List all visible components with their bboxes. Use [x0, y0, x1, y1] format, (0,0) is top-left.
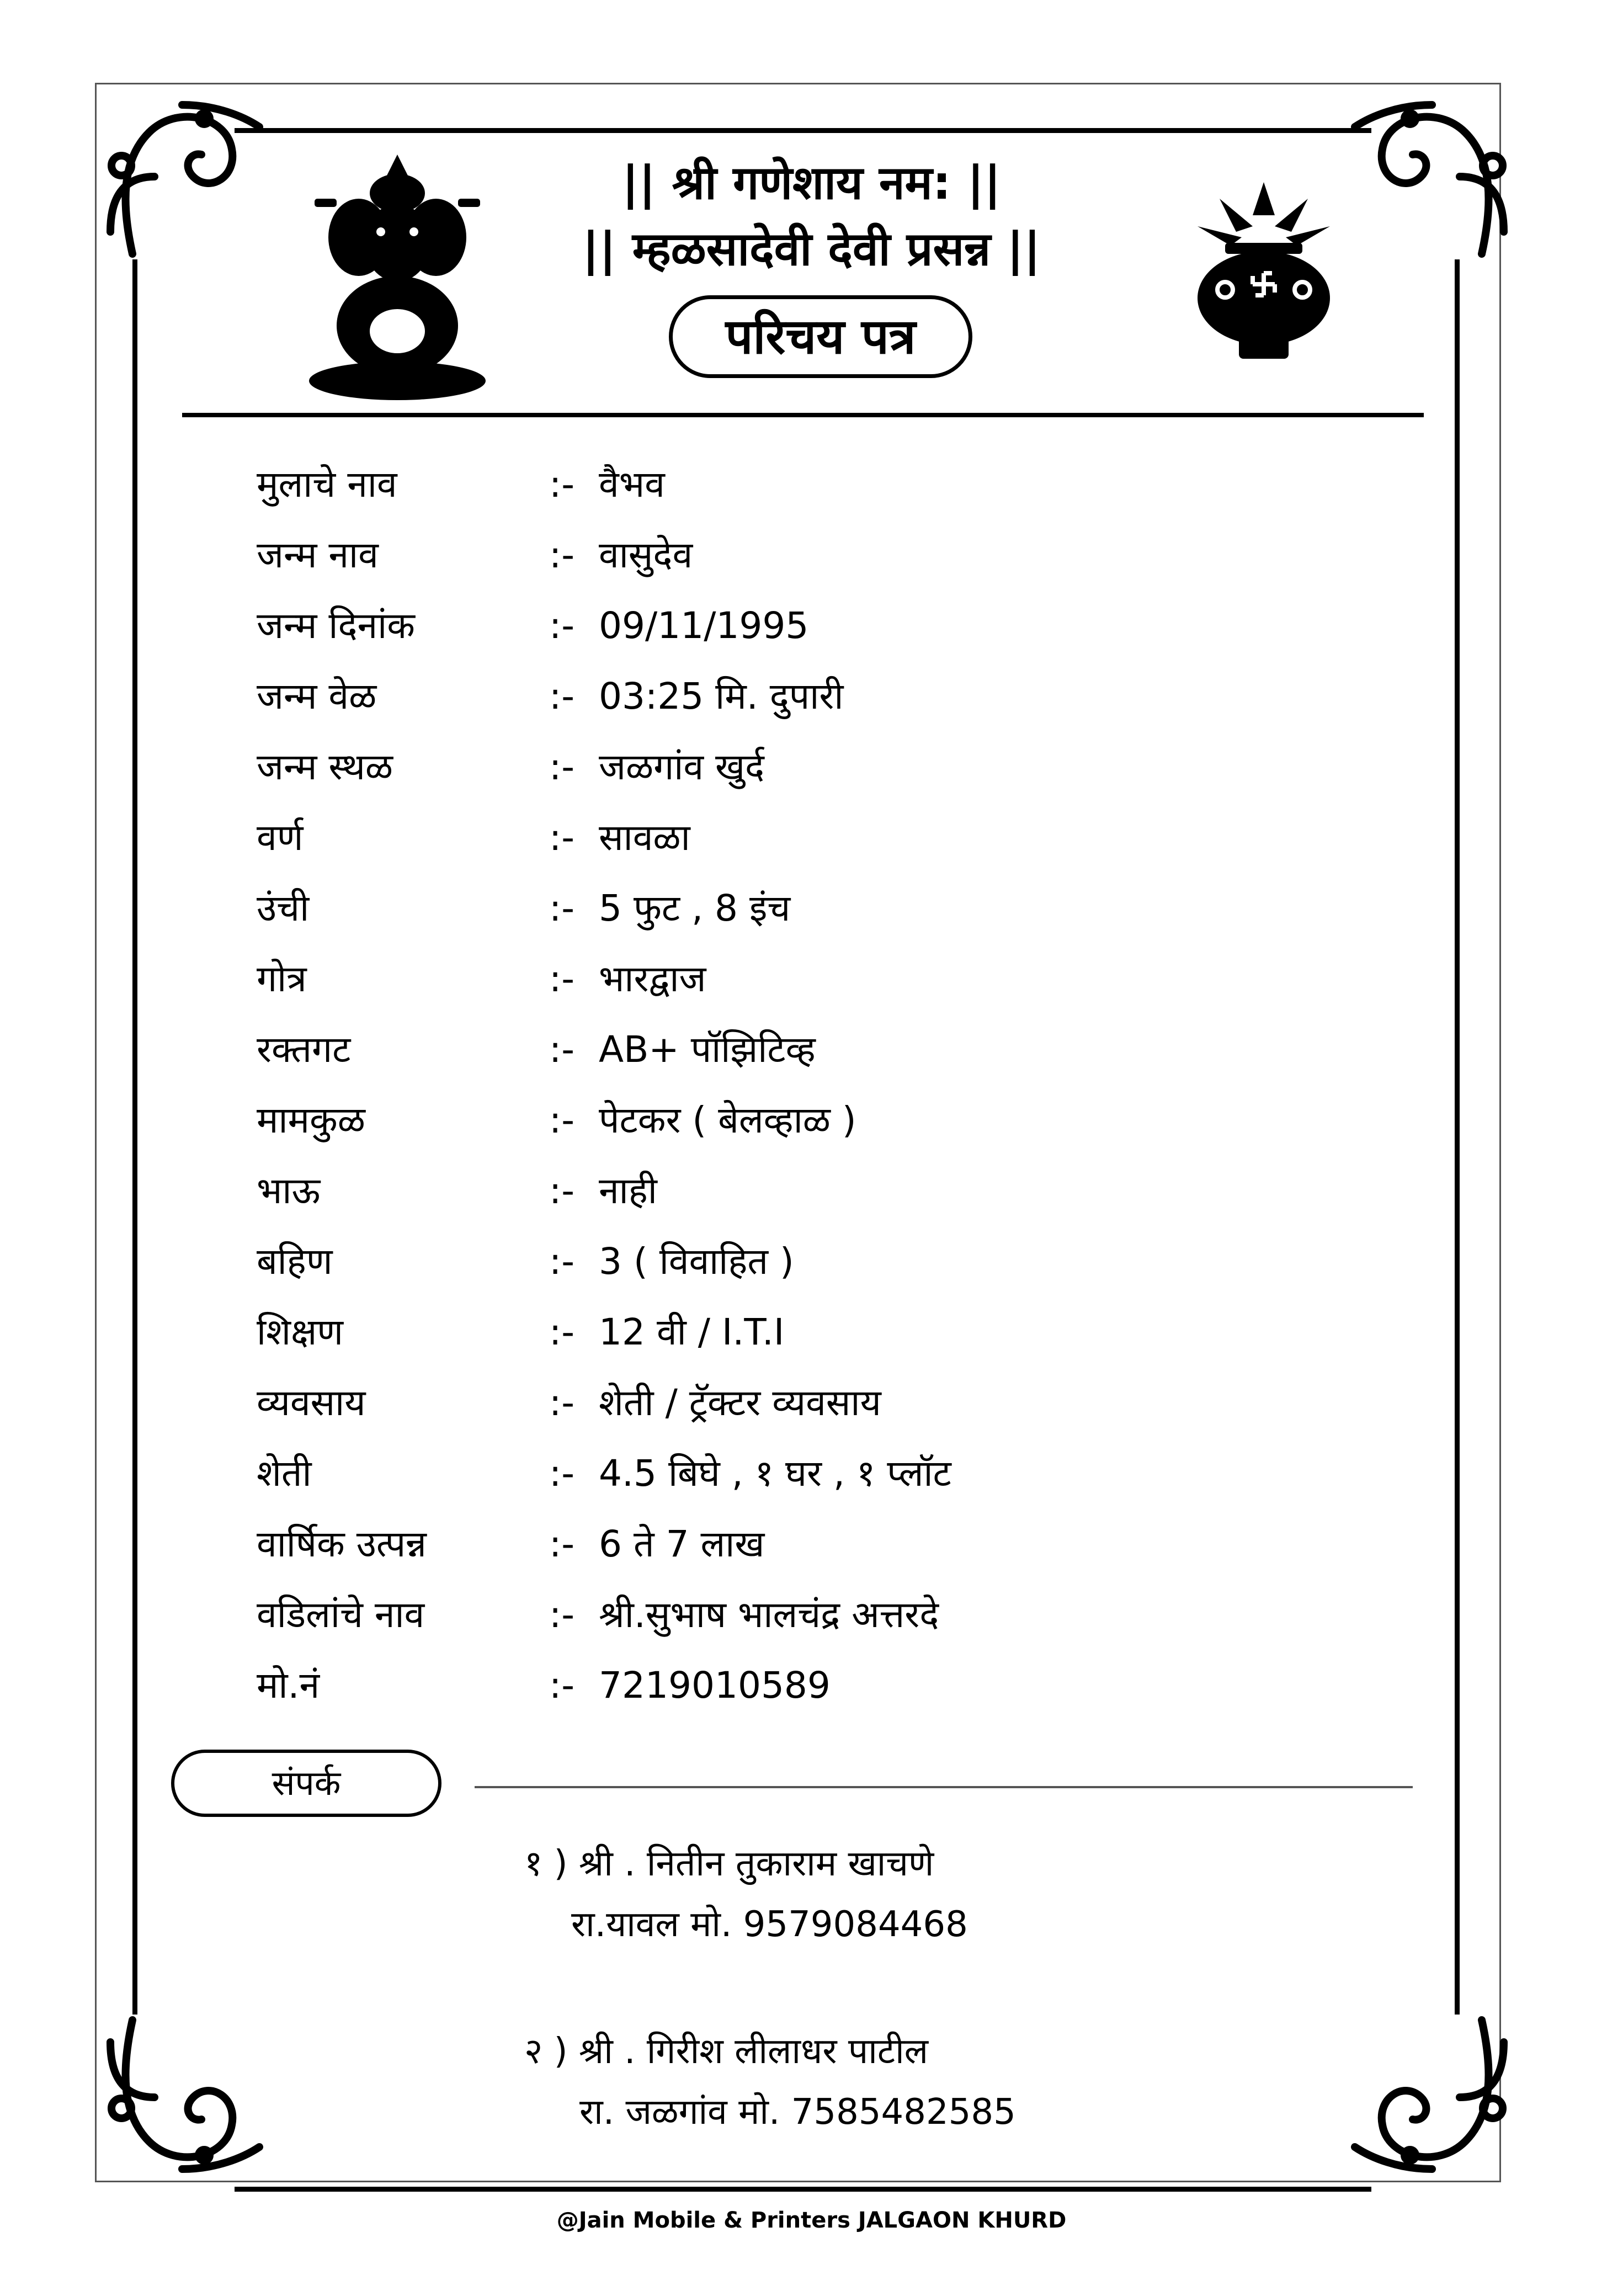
detail-separator: :-: [549, 1028, 575, 1071]
invocation-text: || श्री गणेशाय नम: ||: [622, 156, 1001, 210]
detail-separator: :-: [549, 1381, 575, 1424]
corner-ornament-bottom-right-icon: [1349, 2015, 1515, 2180]
detail-label: मो.नं: [257, 1664, 320, 1707]
detail-label: वार्षिक उत्पन्न: [257, 1523, 427, 1565]
header-divider: [182, 413, 1424, 417]
detail-separator: :-: [549, 534, 575, 576]
detail-separator: :-: [549, 1099, 575, 1141]
detail-label: मुलाचे नाव: [257, 463, 397, 506]
detail-label: मामकुळ: [257, 1099, 365, 1141]
frame-left-line: [132, 259, 137, 2015]
detail-value: नाही: [599, 1170, 657, 1212]
detail-label: वडिलांचे नाव: [257, 1593, 425, 1636]
detail-value: 03:25 मि. दुपारी: [599, 675, 844, 718]
detail-separator: :-: [549, 1170, 575, 1212]
detail-value: 12 वी / I.T.I: [599, 1311, 785, 1353]
contact-2-name: २ ) श्री . गिरीश लीलाधर पाटील: [524, 2031, 929, 2072]
blessing-text: || म्हळसादेवी देवी प्रसन्न ||: [582, 222, 1041, 276]
detail-value: सावळा: [599, 816, 690, 859]
frame-right-line: [1455, 259, 1460, 2015]
detail-label: गोत्र: [257, 958, 307, 1000]
contact-1-details: रा.यावल मो. 9579084468: [571, 1904, 968, 1945]
detail-label: भाऊ: [257, 1170, 321, 1212]
detail-label: रक्तगट: [257, 1028, 351, 1071]
corner-ornament-bottom-left-icon: [99, 2015, 265, 2180]
contact-divider: [475, 1786, 1413, 1788]
detail-separator: :-: [549, 1240, 575, 1283]
detail-label: बहिण: [257, 1240, 333, 1283]
detail-value: श्री.सुभाष भालचंद्र अत्तरदे: [599, 1593, 939, 1636]
detail-separator: :-: [549, 1523, 575, 1565]
detail-separator: :-: [549, 1311, 575, 1353]
detail-label: शिक्षण: [257, 1311, 344, 1353]
detail-separator: :-: [549, 604, 575, 647]
detail-separator: :-: [549, 887, 575, 929]
contact-heading: संपर्क: [171, 1750, 441, 1817]
detail-separator: :-: [549, 746, 575, 788]
detail-separator: :-: [549, 463, 575, 506]
detail-label: जन्म दिनांक: [257, 604, 415, 647]
detail-value: 3 ( विवाहित ): [599, 1240, 794, 1283]
detail-value: भारद्वाज: [599, 958, 706, 1000]
detail-value: 4.5 बिघे , १ घर , १ प्लॉट: [599, 1452, 951, 1495]
detail-value: 7219010589: [599, 1664, 831, 1707]
detail-label: उंची: [257, 887, 310, 929]
detail-label: जन्म वेळ: [257, 675, 377, 718]
detail-value: पेटकर ( बेलव्हाळ ): [599, 1099, 856, 1141]
contact-2-details: रा. जळगांव मो. 7585482585: [579, 2092, 1016, 2133]
contact-1-name: १ ) श्री . नितीन तुकाराम खाचणे: [524, 1843, 934, 1884]
detail-value: 5 फुट , 8 इंच: [599, 887, 791, 929]
detail-separator: :-: [549, 1452, 575, 1495]
frame-top-line: [235, 128, 1371, 133]
printer-credit: @Jain Mobile & Printers JALGAON KHURD: [556, 2208, 1067, 2233]
detail-label: जन्म स्थळ: [257, 746, 393, 788]
detail-value: वैभव: [599, 463, 665, 506]
frame-bottom-line: [235, 2187, 1371, 2192]
detail-value: AB+ पॉझिटिव्ह: [599, 1028, 816, 1071]
page-title: परिचय पत्र: [669, 295, 972, 378]
detail-label: वर्ण: [257, 816, 304, 859]
detail-label: व्यवसाय: [257, 1381, 366, 1424]
detail-separator: :-: [549, 1593, 575, 1636]
detail-value: शेती / ट्रॅक्टर व्यवसाय: [599, 1381, 881, 1424]
detail-value: वासुदेव: [599, 534, 693, 576]
detail-label: शेती: [257, 1452, 312, 1495]
detail-separator: :-: [549, 816, 575, 859]
detail-value: 09/11/1995: [599, 604, 809, 647]
detail-separator: :-: [549, 1664, 575, 1707]
detail-value: 6 ते 7 लाख: [599, 1523, 765, 1565]
detail-label: जन्म नाव: [257, 534, 379, 576]
detail-separator: :-: [549, 675, 575, 718]
detail-value: जळगांव खुर्द: [599, 746, 765, 788]
detail-separator: :-: [549, 958, 575, 1000]
